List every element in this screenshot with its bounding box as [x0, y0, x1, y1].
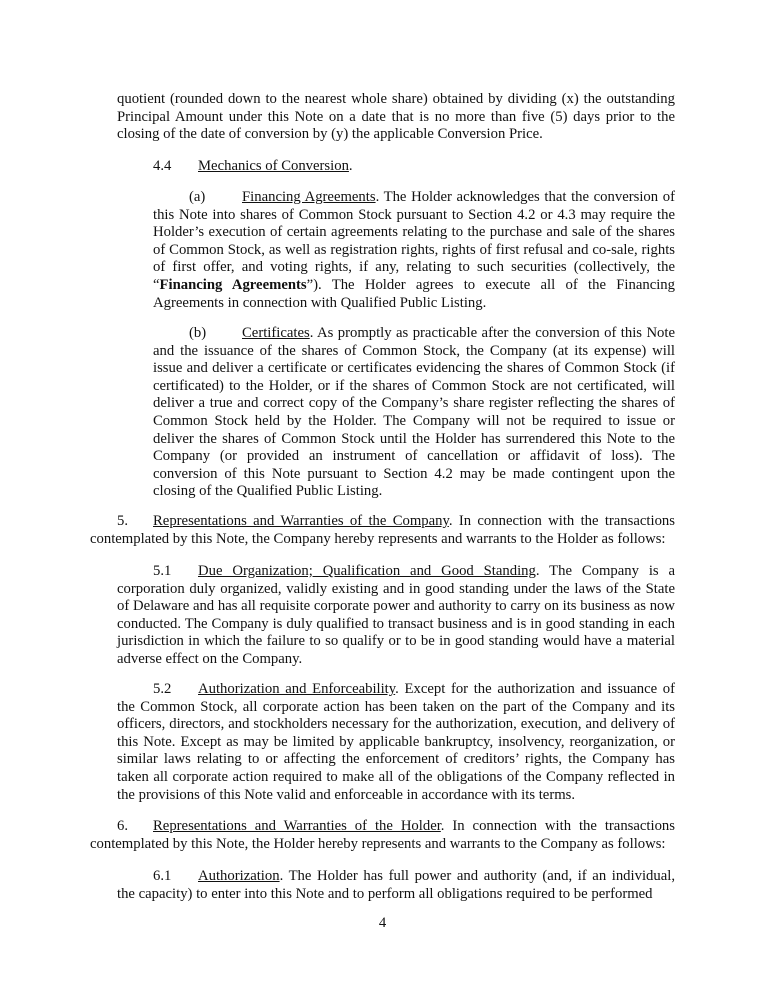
- section-heading: Authorization and Enforceability: [198, 681, 396, 697]
- section-4-4-a: [153, 189, 675, 312]
- section-number: 6.: [117, 818, 129, 834]
- section-number: (b): [189, 325, 207, 341]
- section-heading: Certificates: [242, 325, 310, 341]
- paragraph-text: quotient (rounded down to the nearest whole share) obtained by dividing (x) the outstanding Principal Amount under this Note on a date that is no more than five (5) days prior to the closing of the date of conversion by (y) the applicable Conversion Price.: [117, 91, 675, 143]
- paragraph-text: . Except for the authorization and issuance of the Common Stock, all corporate action has been taken on the part of the Company and its officers, directors, and stockholders necessary for the authorization, execution, and delivery of this Note. Except as may be limited by applicable bankruptcy, insolvency, reorganization, or similar laws relating to or affecting the enforcement of creditors’ rights, the Company has taken all corporate action required to make all of the obligations of the Company reflected in the provisions of this Note valid and enforceable in accordance with its terms.: [117, 681, 675, 803]
- section-number: 5.1: [153, 563, 172, 579]
- paragraph-text: . The Holder acknowledges that the conversion of this Note into shares of Common Stock pursuant to Section 4.2 or 4.3 may require the Holder’s execution of certain agreements relating to the purchase and sale of the shares of Common Stock, as well as registration rights, rights of first refusal and co-sale, rights of first offer, and voting rights, if any, relating to such securities (collectively, the “: [153, 189, 675, 293]
- section-4-4-b: [153, 325, 675, 501]
- section-6-1: [117, 868, 675, 903]
- paragraph-text: . In connection with the transactions contemplated by this Note, the Holder hereby represents and warrants to the Company as follows:: [90, 818, 675, 852]
- section-number: 4.4: [153, 158, 172, 174]
- section-number: 5.2: [153, 681, 172, 697]
- section-heading: Representations and Warranties of the Company: [153, 513, 449, 529]
- section-heading: Representations and Warranties of the Holder: [153, 818, 441, 834]
- paragraph-text: . The Holder has full power and authority (and, if an individual, the capacity) to enter into this Note and to perform all obligations required to be performed: [117, 868, 675, 902]
- page-number: 4: [378, 915, 387, 931]
- section-4-4-heading: [153, 158, 675, 176]
- section-number: 5.: [117, 513, 129, 529]
- section-heading: Due Organization; Qualification and Good Standing: [198, 563, 536, 579]
- section-heading: Mechanics of Conversion: [198, 158, 349, 174]
- paragraph-intro: [117, 91, 675, 144]
- paragraph-text: . In connection with the transactions contemplated by this Note, the Company hereby represents and warrants to the Holder as follows:: [90, 513, 675, 547]
- section-heading-tail: .: [348, 158, 353, 174]
- section-5-1: [117, 563, 675, 669]
- paragraph-text: . As promptly as practicable after the conversion of this Note and the issuance of the shares of Common Stock, the Company (at its expense) will issue and deliver a certificate or certificates evidencing the shares of Common Stock (if certificated) to the Holder, or if the shares of Common Stock are not certificated, will deliver a true and correct copy of the Company’s share register reflecting the shares of Common Stock held by the Holder. The Company will not be required to issue or deliver the shares of Common Stock until the Holder has surrendered this Note to the Company (or provided an instrument of cancellation or affidavit of loss). The conversion of this Note pursuant to Section 4.2 may be made contingent upon the closing of the Qualified Public Listing.: [153, 325, 675, 500]
- section-number: 6.1: [153, 868, 172, 884]
- paragraph-text: ”). The Holder agrees to execute all of the Financing Agreements in connection with Qualified Public Listing.: [153, 276, 675, 311]
- section-6: [90, 818, 675, 853]
- section-heading: Financing Agreements: [242, 189, 376, 205]
- section-heading: Authorization: [198, 868, 280, 884]
- section-5: [90, 513, 675, 548]
- defined-term: Financing Agreements: [159, 276, 307, 293]
- section-number: (a): [189, 189, 206, 205]
- section-5-2: [117, 681, 675, 804]
- paragraph-text: . The Company is a corporation duly organized, validly existing and in good standing under the laws of the State of Delaware and has all requisite corporate power and authority to carry on its business as now conducted. The Company is duly qualified to transact business and is in good standing in each jurisdiction in which the failure to so qualify or to be in good standing would have a material adverse effect on the Company.: [117, 563, 676, 667]
